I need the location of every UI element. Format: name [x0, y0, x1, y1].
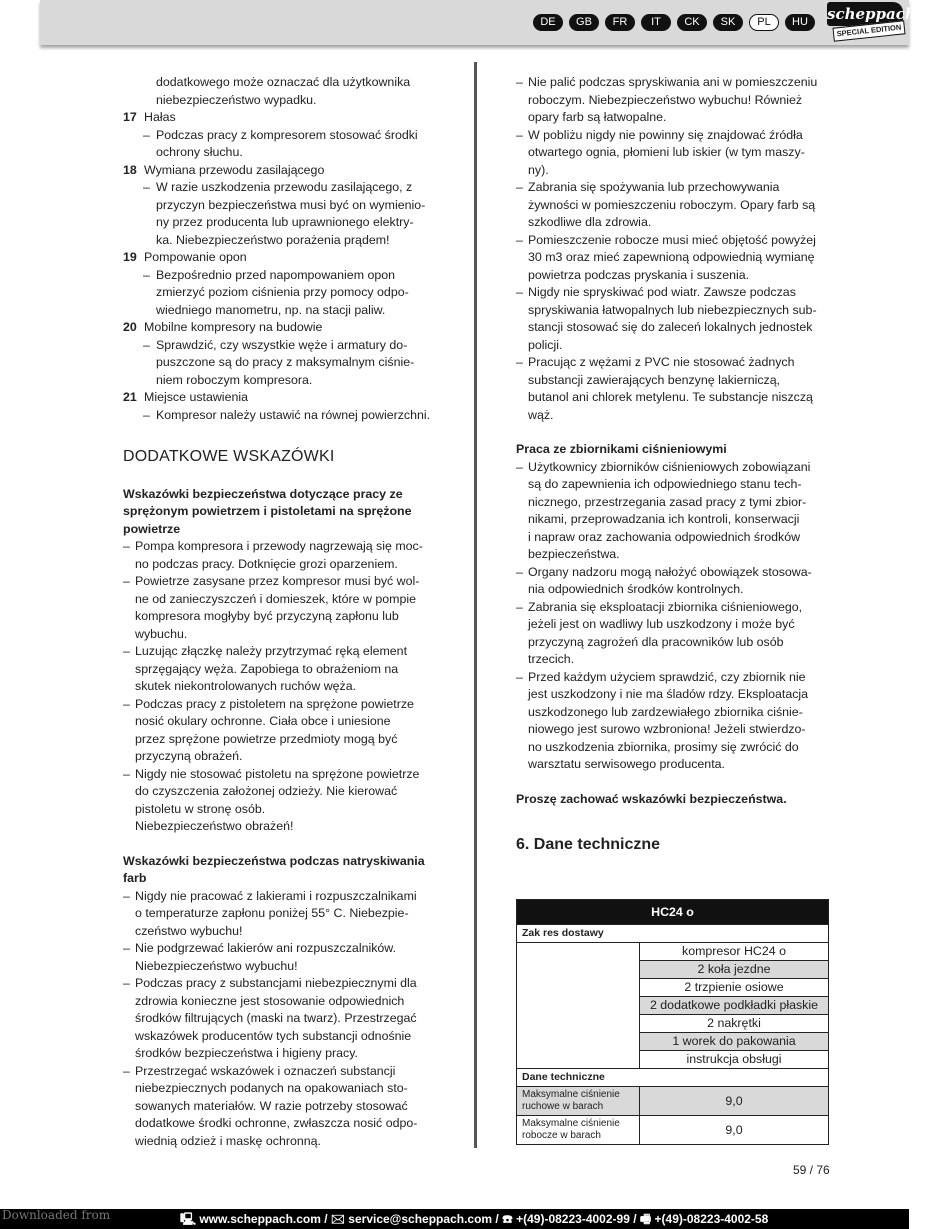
table-row: kompresor HC24 o [640, 943, 828, 961]
page-number: 59 / 76 [793, 1163, 830, 1177]
section-title-technical-data: 6. Dane techniczne [516, 836, 661, 853]
closing-note: Proszę zachować wskazówki bezpieczeństwa. [516, 791, 787, 806]
table-row: Maksymalne ciśnienie ruchowe w barach 9,0 [517, 1086, 828, 1115]
language-selector [533, 14, 815, 31]
section-heading: DODATKOWE WSKAZÓWKI [123, 448, 335, 465]
table-row: Maksymalne ciśnienie robocze w barach 9,0 [517, 1115, 828, 1144]
lang-pl[interactable]: PL [749, 14, 779, 31]
lang-fr[interactable]: FR [605, 14, 635, 31]
contact-info[interactable]: 🖳 www.scheppach.com / 🖂 service@scheppach.com / ☎ +(49)-08223-4002-99 / 🖷 +(49)-08223-4002-58 [180, 1212, 769, 1226]
list-item: – Zabrania się eksploatacji zbiornika ciśnieniowego, jeżeli jest on wadliwy lub uszkodzony i może być przyczyną zagrożeń dla pracowników lub osób trzecich. [516, 599, 831, 669]
lang-it[interactable]: IT [641, 14, 671, 31]
subheading-spray-painting: Wskazówki bezpieczeństwa podczas natryskiwania farb [123, 853, 425, 885]
list-item: – Sprawdzić, czy wszystkie węże i armatury do- puszczone są do pracy z maksymalnym ciśnie- niem roboczym kompresora. [123, 337, 438, 390]
table-row: 2 koła jezdne [640, 961, 828, 979]
table-title: HC24 o [517, 900, 828, 924]
table-cell-value: 9,0 [640, 1087, 828, 1115]
list-item: – Nigdy nie pracować z lakierami i rozpuszczalnikami o temperaturze zapłonu poniżej 55° C. Niebezpie- czeństwo wybuchu! [123, 888, 438, 941]
numbered-item-21: 21 Miejsce ustawienia – Kompresor należy ustawić na równej powierzchni. [123, 389, 438, 424]
table-row: instrukcja obsługi [686, 1052, 782, 1066]
page-header [40, 0, 916, 45]
numbered-item-18: 18 Wymiana przewodu zasilającego – W razie uszkodzenia przewodu zasilającego, z przyczyn bezpieczeństwa musi być on wymienio- ny przez producenta lub uprawnionego elektry- ka. Niebezpieczeństwo porażenia prądem! [123, 162, 438, 250]
list-item: – Nigdy nie stosować pistoletu na sprężone powietrze do czyszczenia założonej odzieży. Nie kierować pistoletu w stronę osób. Niebezpieczeństwo obrażeń! [123, 766, 438, 836]
list-item: – W pobliżu nigdy nie powinny się znajdować źródła otwartego ognia, płomieni lub iskier (w tym maszy- ny). [516, 127, 831, 180]
list-item: – Podczas pracy z substancjami niebezpiecznymi dla zdrowia konieczne jest stosowanie odpowiednich środków filtrujących (maski na twarz). Przestrzegać wskazówek producentów tych substancji odnośnie środków bezpieczeństwa i higieny pracy. [123, 975, 438, 1063]
numbered-item-20: 20 Mobilne kompresory na budowie – Sprawdzić, czy wszystkie węże i armatury do- puszczone są do pracy z maksymalnym ciśnie- niem roboczym kompresora. [123, 319, 438, 389]
table-row: 2 dodatkowe podkładki płaskie [640, 997, 828, 1015]
list-item: – Nigdy nie spryskiwać pod wiatr. Zawsze podczas spryskiwania łatwopalnych lub niebezpiecznych sub- stancji stosować się do zaleceń lokalnych jednostek policji. [516, 284, 831, 354]
numbered-item-17: 17 Hałas – Podczas pracy z kompresorem stosować środki ochrony słuchu. [123, 109, 438, 162]
lang-ck[interactable]: CK [677, 14, 707, 31]
table-cell-value: 9,0 [725, 1123, 743, 1137]
left-column [123, 74, 438, 1150]
list-item: – Pracując z wężami z PVC nie stosować żadnych substancji zawierających benzynę lakierniczą, butanol ani chlorek metylenu. Te substancje niszczą wąż. [516, 354, 831, 424]
right-column [516, 74, 831, 854]
scheppach-logo [823, 2, 916, 42]
list-item: – Zabrania się spożywania lub przechowywania żywności w pomieszczeniu roboczym. Opary farb są szkodliwe dla zdrowia. [516, 179, 831, 232]
subheading-pressure-vessels: Praca ze zbiornikami ciśnieniowymi [516, 442, 727, 456]
scope-of-delivery [517, 942, 828, 1068]
table-row: 1 worek do pakowania [640, 1033, 828, 1051]
table-row: 2 nakrętki [640, 1015, 828, 1033]
downloaded-from-note: Downloaded from [2, 1208, 111, 1222]
list-item: – Pompa kompresora i przewody nagrzewają się moc- no podczas pracy. Dotknięcie grozi oparzeniem. [123, 538, 438, 573]
list-item: – Użytkownicy zbiorników ciśnieniowych zobowiązani są do zapewnienia ich odpowiedniego stanu tech- nicznego, przestrzegania zasad pracy z tymi zbior- nikami, przeprowadzania ich kontroli, konserwacji i napraw oraz zachowania odpowiednich środków bezpieczeństwa. [516, 459, 831, 564]
technical-data-table [516, 899, 829, 1145]
lang-hu[interactable]: HU [785, 14, 815, 31]
lang-sk[interactable]: SK [713, 14, 743, 31]
numbered-item-19: 19 Pompowanie opon – Bezpośrednio przed napompowaniem opon zmierzyć poziom ciśnienia przy pomocy odpo- wiedniego manometru, np. na stacji paliw. [123, 249, 438, 319]
list-item: – Pomieszczenie robocze musi mieć objętość powyżej 30 m3 oraz mieć zapewnioną odpowiednią wymianę powietrza podczas pryskania i suszenia. [516, 232, 831, 285]
continued-text: dodatkowego może oznaczać dla użytkownika niebezpieczeństwo wypadku. [156, 75, 411, 107]
page-footer [0, 1209, 909, 1229]
list-item: – Kompresor należy ustawić na równej powierzchni. [123, 407, 438, 425]
list-item: – Organy nadzoru mogą nałożyć obowiązek stosowa- nia odpowiednich środków kontrolnych. [516, 564, 831, 599]
list-item: – Podczas pracy z kompresorem stosować środki ochrony słuchu. [123, 127, 438, 162]
table-section-label: Zak res dostawy [517, 924, 828, 942]
lang-de[interactable]: DE [533, 14, 563, 31]
logo-edition: SPECIAL EDITION [832, 20, 905, 41]
lang-gb[interactable]: GB [569, 14, 599, 31]
list-item: – Podczas pracy z pistoletem na sprężone powietrze nosić okulary ochronne. Ciała obce i uniesione przez sprężone powietrze przedmioty mogą być przyczyną obrażeń. [123, 696, 438, 766]
logo-brand: scheppach [827, 2, 903, 26]
list-item: – Nie podgrzewać lakierów ani rozpuszczalników. Niebezpieczeństwo wybuchu! [123, 940, 438, 975]
list-item: – Nie palić podczas spryskiwania ani w pomieszczeniu roboczym. Niebezpieczeństwo wybuchu! Również opary farb są łatwopalne. [516, 74, 831, 127]
list-item: – Przestrzegać wskazówek i oznaczeń substancji niebezpiecznych podanych na opakowaniach sto- sowanych materiałów. W razie potrzeby stosować dodatkowe środki ochronne, zwłaszcza nosić odpo- wiednią odzież i maskę ochronną. [123, 1063, 438, 1151]
list-item: – Przed każdym użyciem sprawdzić, czy zbiornik nie jest uszkodzony i nie ma śladów rdzy. Eksploatacja uszkodzonego lub zardzewiałego zbiornika ciśnie- niowego jest surowo wzbroniona! Jeżeli stwierdzo- no uszkodzenia zbiornika, prosimy się zwrócić do warsztatu serwisowego producenta. [516, 669, 831, 774]
table-row: 2 trzpienie osiowe [640, 979, 828, 997]
list-item: – Luzując złączkę należy przytrzymać ręką element sprzęgający węża. Zapobiega to obrażeniom na skutek niekontrolowanych ruchów węża. [123, 643, 438, 696]
subheading-compressed-air: Wskazówki bezpieczeństwa dotyczące pracy ze sprężonym powietrzem i pistoletami na sprężone powietrze [123, 486, 412, 536]
list-item: – Powietrze zasysane przez kompresor musi być wol- ne od zanieczyszczeń i domieszek, które w pompie kompresora mogłyby być przyczyną zapłonu lub wybuchu. [123, 573, 438, 643]
list-item: – W razie uszkodzenia przewodu zasilającego, z przyczyn bezpieczeństwa musi być on wymienio- ny przez producenta lub uprawnionego elektry- ka. Niebezpieczeństwo porażenia prądem! [123, 179, 438, 249]
table-section-label: Dane techniczne [517, 1068, 828, 1086]
list-item: – Bezpośrednio przed napompowaniem opon zmierzyć poziom ciśnienia przy pomocy odpo- wiedniego manometru, np. na stacji paliw. [123, 267, 438, 320]
column-divider [474, 62, 477, 1148]
